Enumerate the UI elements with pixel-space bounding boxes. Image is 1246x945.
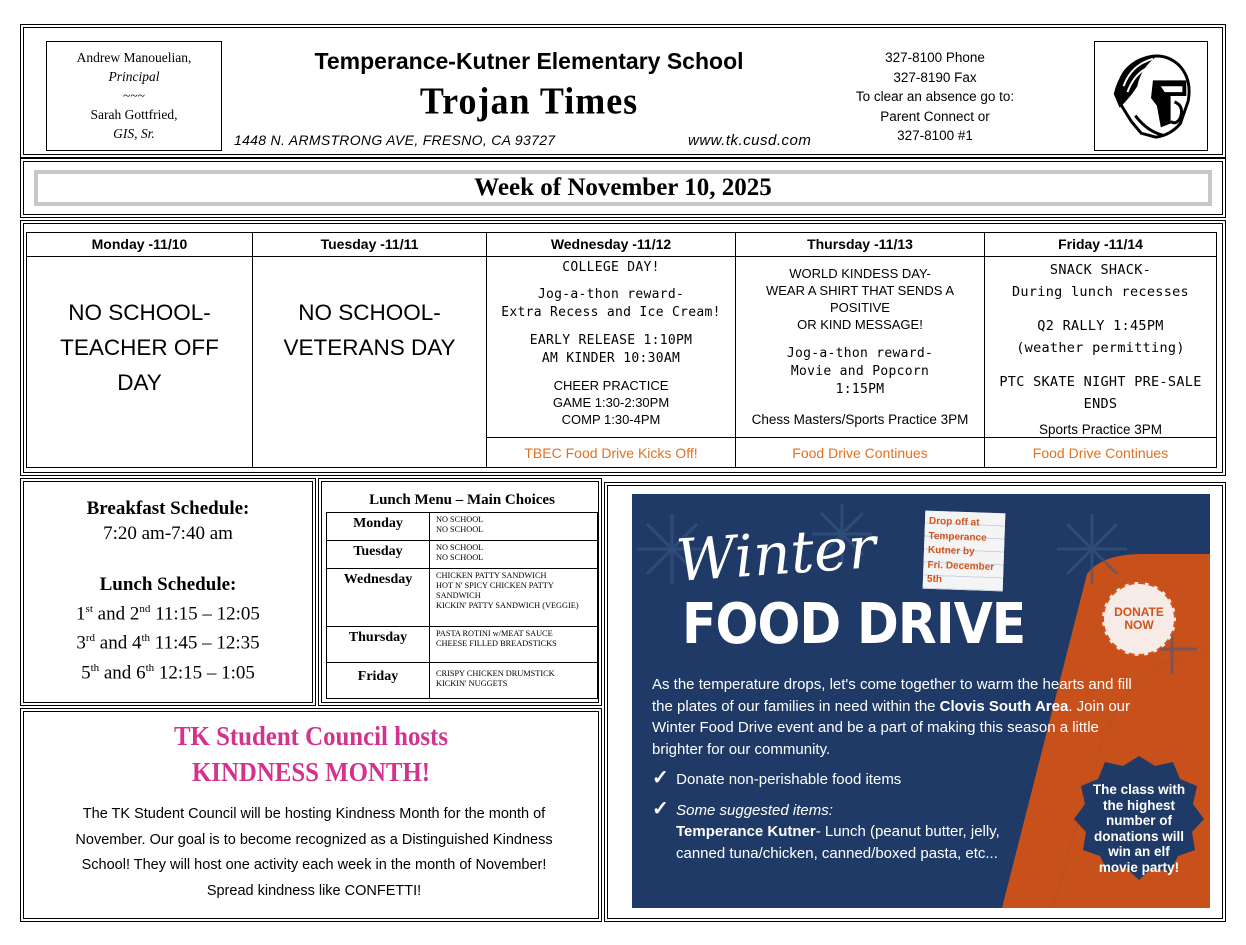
menu-items: PASTA ROTINI w/MEAT SAUCE CHEESE FILLED BREADSTICKS	[430, 627, 598, 663]
staff-divider: ~~~	[123, 88, 145, 103]
food-drive-flyer	[632, 494, 1210, 908]
kindness-body-line: The TK Student Council will be hosting Kindness Month for the month of	[82, 806, 546, 822]
jog-reward: Jog-a-thon reward-	[537, 287, 685, 302]
intro-line: the plates of our families in need within the Clovis South Area. Join our	[652, 697, 1131, 715]
kindness-day: OR KIND MESSAGE!	[797, 317, 923, 332]
gis-name: Sarah Gottfried,	[90, 107, 178, 122]
food-drive-note: Food Drive Continues	[985, 437, 1216, 467]
weekly-schedule	[20, 220, 1226, 476]
cheer-practice: CHEER PRACTICE	[553, 378, 669, 393]
meal-times	[24, 496, 312, 685]
college-day: COLLEGE DAY!	[562, 260, 660, 275]
kindness-body-line: November. Our goal is to become recognized as a Distinguished Kindness	[75, 831, 553, 848]
kindness-day: WORLD KINDESS DAY-	[789, 266, 931, 281]
chess-masters: Chess Masters/Sports Practice 3PM	[751, 412, 969, 427]
am-kinder: AM KINDER 10:30AM	[541, 351, 681, 366]
q2-rally: (weather permitting)	[1016, 340, 1185, 356]
jog-reward: Jog-a-thon reward-	[786, 346, 934, 361]
early-release: EARLY RELEASE 1:10PM	[529, 333, 693, 348]
lunch-menu-title: Lunch Menu – Main Choices	[369, 492, 555, 508]
table-row	[327, 627, 598, 663]
fax: 327-8190 Fax	[893, 69, 977, 85]
school-address: 1448 N. ARMSTRONG AVE, FRESNO, CA 93727	[234, 132, 556, 148]
food-drive-note: Food Drive Continues	[736, 437, 984, 467]
day-body	[487, 257, 735, 428]
monday-line-1: NO SCHOOL-	[68, 300, 211, 325]
winter-word: Winter	[673, 513, 878, 595]
week-banner-inner	[34, 170, 1212, 206]
kindness-month	[20, 708, 602, 922]
staff-box	[46, 41, 222, 151]
day-monday	[26, 232, 253, 468]
day-body	[736, 257, 984, 428]
day-friday	[984, 232, 1217, 468]
suggested-items: Temperance Kutner- Lunch (peanut butter, jelly,	[676, 823, 1000, 840]
monday-line-3: DAY	[117, 370, 162, 395]
lunch-row: 5th and 6th 12:15 – 1:05	[81, 661, 255, 683]
drop-off-note	[923, 511, 1006, 592]
kindness-title-line: KINDNESS MONTH!	[191, 757, 431, 787]
ptc-skate: PTC SKATE NIGHT PRE-SALE	[999, 374, 1202, 390]
kindness-body-line: Spread kindness like CONFETTI!	[206, 882, 422, 899]
kindness-body	[54, 802, 574, 904]
bullet-suggested: ✓ Some suggested items:	[652, 797, 833, 820]
table-row	[327, 541, 598, 569]
day-header: Wednesday -11/12	[487, 233, 735, 257]
day-header: Monday -11/10	[27, 233, 252, 257]
menu-items: NO SCHOOL NO SCHOOL	[430, 513, 598, 541]
schedule-grid	[26, 232, 1217, 468]
absence-line: To clear an absence go to:	[855, 89, 1015, 104]
day-wednesday	[486, 232, 736, 468]
intro-line: Winter Food Drive event and be a part of making this season a little	[652, 719, 1099, 736]
lunch-row: 3rd and 4th 11:45 – 12:35	[76, 632, 260, 654]
bullet-donate: ✓ Donate non-perishable food items	[652, 767, 902, 789]
day-header: Thursday -11/13	[736, 233, 984, 257]
menu-items: CRISPY CHICKEN DRUMSTICK KICKIN' NUGGETS	[430, 663, 598, 699]
kindness-title	[47, 718, 575, 790]
day-header: Friday -11/14	[985, 233, 1216, 257]
paper-name: Trojan Times	[419, 80, 639, 122]
menu-items: NO SCHOOL NO SCHOOL	[430, 541, 598, 569]
sports-practice: Sports Practice 3PM	[1038, 422, 1163, 437]
intro-line: brighter for our community.	[652, 740, 831, 758]
tuesday-line-1: NO SCHOOL-	[298, 300, 441, 325]
gis-title: GIS, Sr.	[113, 126, 155, 141]
q2-rally: Q2 RALLY 1:45PM	[1037, 318, 1164, 334]
snack-shack: SNACK SHACK-	[1049, 262, 1152, 278]
lunch-table	[326, 512, 598, 699]
lunch-row: 1st and 2nd 11:15 – 12:05	[76, 603, 260, 625]
donate-now-sticker[interactable]: DONATE NOW	[1102, 582, 1176, 656]
day-header: Tuesday -11/11	[253, 233, 486, 257]
table-row	[327, 513, 598, 541]
principal-title: Principal	[108, 69, 160, 84]
drop-off-note-text: Drop off at Temperance Kutner by Fri. December 5th	[926, 515, 995, 586]
lunch-heading: Lunch Schedule:	[99, 574, 237, 595]
menu-day: Friday	[327, 663, 430, 699]
principal-name: Andrew Manouelian,	[76, 50, 192, 65]
kindness-title-line: TK Student Council hosts	[173, 721, 449, 751]
parent-connect: Parent Connect or	[880, 108, 990, 124]
cheer-game: GAME 1:30-2:30PM	[552, 395, 670, 410]
logo-box	[1094, 41, 1208, 151]
phone: 327-8100 Phone	[885, 50, 985, 65]
table-row	[327, 569, 598, 627]
day-body	[985, 257, 1216, 438]
monday-line-2: TEACHER OFF	[60, 335, 219, 360]
intro-line: As the temperature drops, let's come together to warm the hearts and fill	[652, 676, 1132, 693]
contact-info	[840, 48, 1030, 146]
food-drive-title: FOOD DRIVE	[682, 592, 1026, 657]
kindness-body-line: School! They will host one activity each week in the month of November!	[81, 857, 547, 873]
breakfast-heading: Breakfast Schedule:	[86, 498, 250, 519]
jog-reward: 1:15PM	[835, 382, 885, 397]
table-row	[327, 663, 598, 699]
jog-reward: Extra Recess and Ice Cream!	[501, 305, 721, 320]
kindness-day: WEAR A SHIRT THAT SENDS A POSITIVE	[765, 283, 955, 315]
week-title: Week of November 10, 2025	[474, 174, 772, 201]
week-banner	[20, 158, 1226, 218]
suggested-items: canned tuna/chicken, canned/boxed pasta, etc...	[676, 844, 998, 862]
day-tuesday	[252, 232, 487, 468]
snack-shack: During lunch recesses	[1012, 284, 1189, 300]
day-body	[253, 257, 486, 365]
check-icon: ✓	[652, 767, 669, 789]
lunch-menu	[318, 478, 602, 706]
winter-food-drive	[604, 482, 1226, 922]
menu-items: CHICKEN PATTY SANDWICH HOT N' SPICY CHICKEN PATTY SANDWICH KICKIN' PATTY SANDWICH (VEGGIE)	[430, 569, 598, 627]
menu-day: Wednesday	[327, 569, 430, 627]
food-drive-note: TBEC Food Drive Kicks Off!	[487, 437, 735, 467]
header	[20, 24, 1226, 158]
absence-phone: 327-8100 #1	[897, 128, 973, 143]
menu-day: Thursday	[327, 627, 430, 663]
school-name: Temperance-Kutner Elementary School	[314, 48, 744, 74]
day-body	[27, 257, 252, 400]
day-thursday	[735, 232, 985, 468]
ptc-skate: ENDS	[1083, 396, 1118, 412]
cheer-comp: COMP 1:30-4PM	[561, 412, 661, 427]
meal-schedule	[20, 478, 316, 706]
check-icon: ✓	[652, 797, 669, 820]
menu-day: Tuesday	[327, 541, 430, 569]
breakfast-time: 7:20 am-7:40 am	[103, 523, 233, 544]
tuesday-line-2: VETERANS DAY	[283, 335, 456, 360]
menu-day: Monday	[327, 513, 430, 541]
school-website[interactable]: www.tk.cusd.com	[688, 132, 812, 149]
elf-party-badge: The class with the highest number of donations will win an elf movie party!	[1092, 782, 1186, 875]
trojan-logo-icon	[1102, 47, 1200, 145]
jog-reward: Movie and Popcorn	[790, 364, 930, 379]
